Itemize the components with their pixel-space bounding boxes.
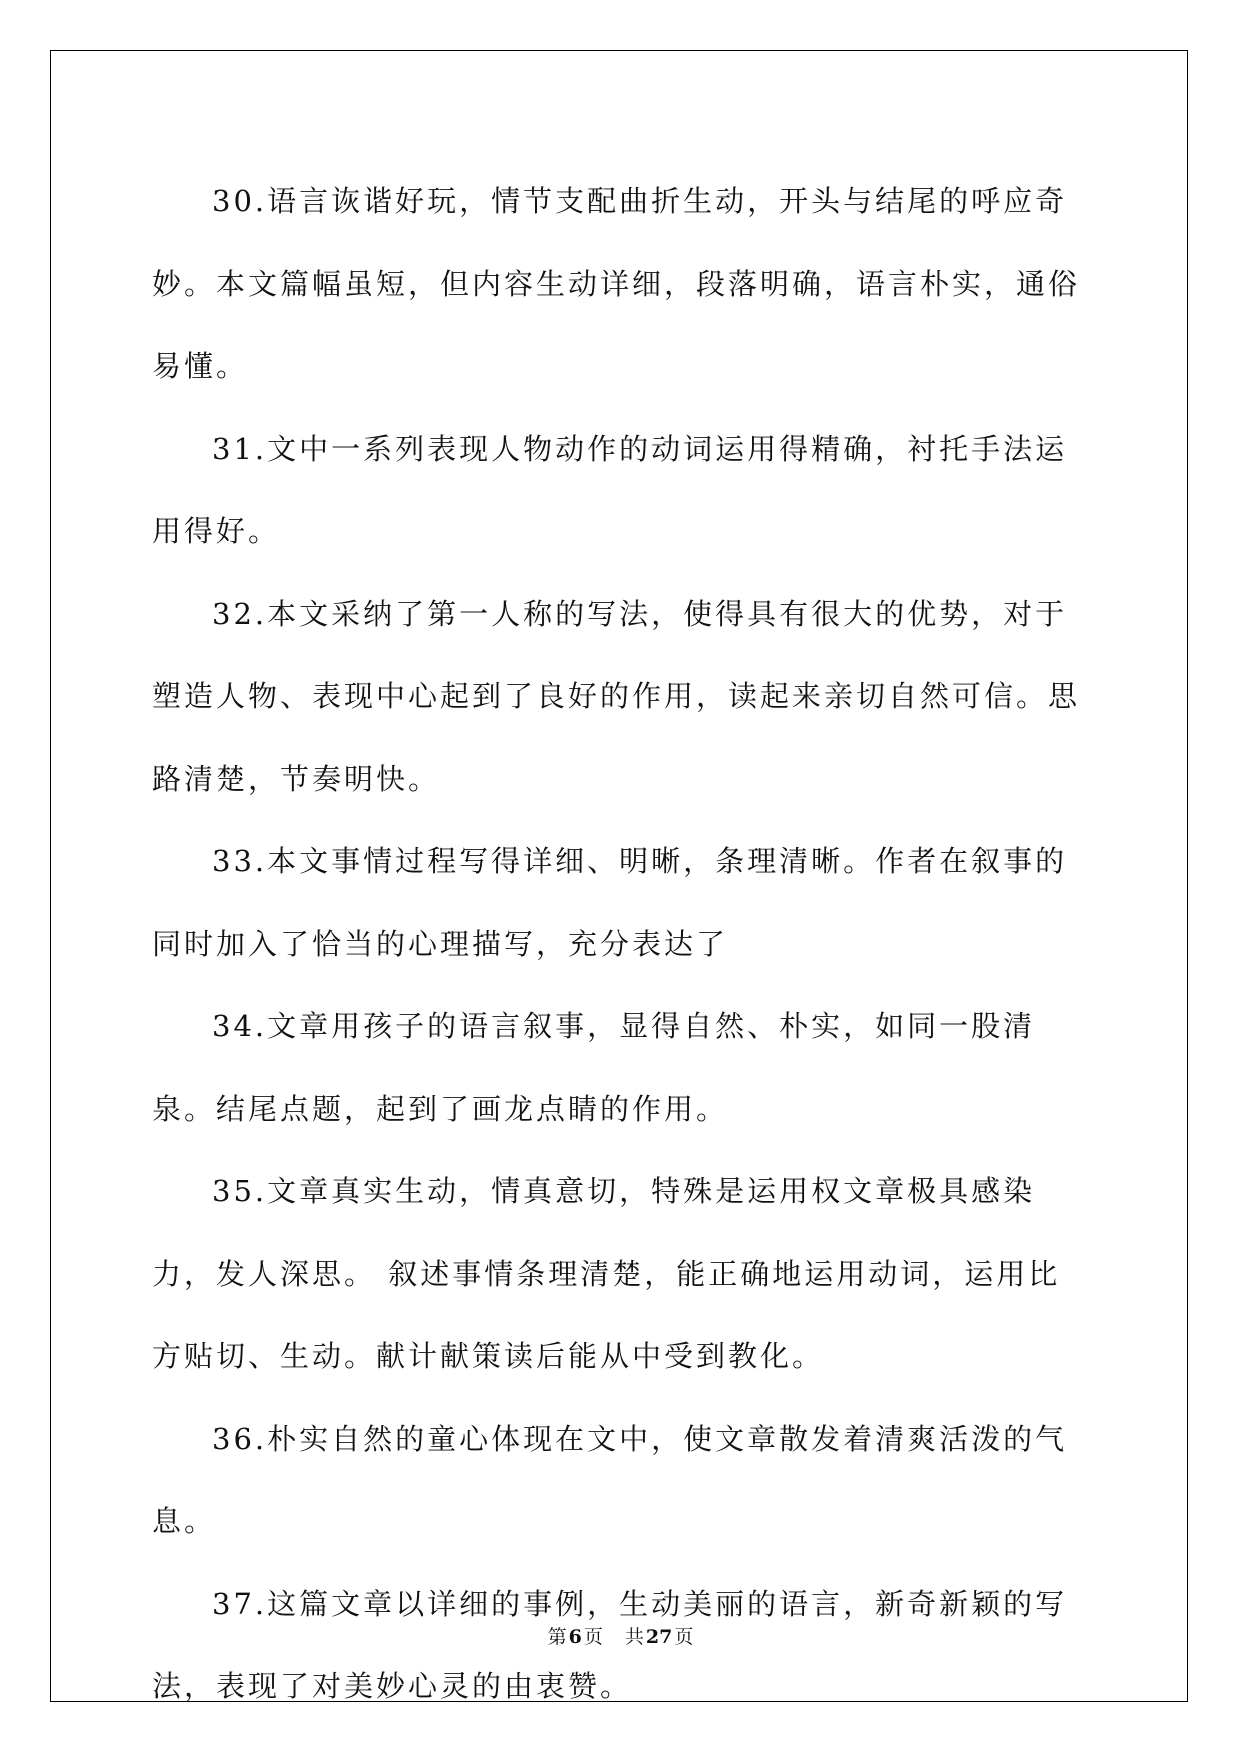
footer-total-suffix: 页 xyxy=(674,1626,694,1648)
paragraph-33: 33.本文事情过程写得详细、明晰，条理清晰。作者在叙事的同时加入了恰当的心理描写，充分表达了 xyxy=(152,844,1068,961)
footer-prefix: 第 xyxy=(547,1626,567,1648)
paragraph-31: 31.文中一系列表现人物动作的动词运用得精确，衬托手法运用得好。 xyxy=(152,431,1068,548)
footer-page-suffix: 页 xyxy=(583,1626,603,1648)
paragraph-36: 36.朴实自然的童心体现在文中，使文章散发着清爽活泼的气息。 xyxy=(152,1421,1068,1538)
paragraph-32: 32.本文采纳了第一人称的写法，使得具有很大的优势，对于塑造人物、表现中心起到了良好的作用，读起来亲切自然可信。思路清楚，节奏明快。 xyxy=(152,596,1081,796)
footer-total-prefix: 共 xyxy=(624,1626,644,1648)
paragraph-34: 34.文章用孩子的语言叙事，显得自然、朴实，如同一股清泉。结尾点题，起到了画龙点睛的作用。 xyxy=(152,1009,1036,1126)
paragraph-30: 30.语言诙谐好玩，情节支配曲折生动，开头与结尾的呼应奇妙。本文篇幅虽短，但内容生动详细，段落明确，语言朴实，通俗易懂。 xyxy=(152,184,1081,383)
total-page-number: 27 xyxy=(645,1626,673,1648)
paragraph-35: 35.文章真实生动，情真意切，特殊是运用权文章极具感染力，发人深思。 叙述事情条理清楚，能正确地运用动词，运用比方贴切、生动。献计献策读后能从中受到教化。 xyxy=(152,1174,1061,1373)
paragraph-37: 37.这篇文章以详细的事例，生动美丽的语言，新奇新颖的写法，表现了对美妙心灵的由衷赞。 xyxy=(152,1586,1068,1703)
document-body xyxy=(152,160,1087,1728)
page-footer xyxy=(0,1622,1241,1649)
current-page-number: 6 xyxy=(568,1626,582,1648)
